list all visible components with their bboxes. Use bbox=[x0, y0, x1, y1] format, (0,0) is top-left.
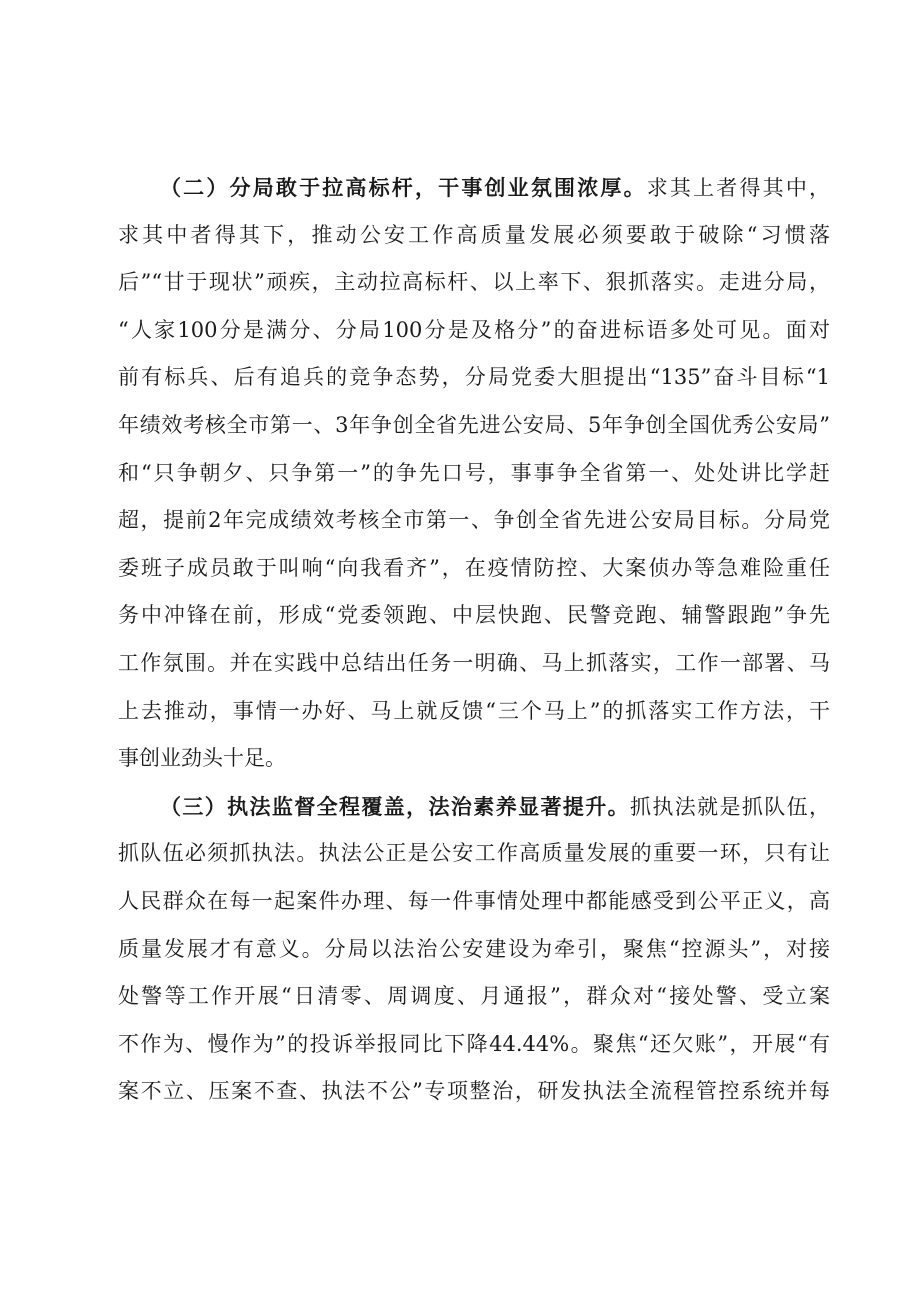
section-2-heading: （二）分局敢于拉高标杆，干事创业氛围浓厚。 bbox=[160, 175, 647, 200]
section-2-first-line bbox=[118, 164, 830, 212]
paragraph-line: 委班子成员敢于叫响“向我看齐”，在疫情防控、大案侦办等急难险重任 bbox=[118, 555, 830, 580]
paragraph-line: 质量发展才有意义。分局以法治公安建设为牵引，聚焦“控源头”，对接 bbox=[118, 936, 830, 961]
paragraph-line: 案不立、压案不查、执法不公”专项整治，研发执法全流程管控系统并每 bbox=[118, 1079, 830, 1104]
paragraph-line: 和“只争朝夕、只争第一”的争先口号，事事争全省第一、处处讲比学赶 bbox=[118, 460, 830, 485]
paragraph-line: 处警等工作开展“日清零、周调度、月通报”，群众对“接处警、受立案 bbox=[118, 984, 830, 1009]
paragraph-line: 上去推动，事情一办好、马上就反馈“三个马上”的抓落实工作方法，干 bbox=[118, 698, 830, 723]
paragraph-line: 抓队伍必须抓执法。执法公正是公安工作高质量发展的重要一环，只有让 bbox=[118, 841, 830, 866]
document-body bbox=[118, 164, 830, 1116]
section-3-first-line bbox=[118, 783, 830, 831]
paragraph-line: 不作为、慢作为”的投诉举报同比下降44.44%。聚焦“还欠账”，开展“有 bbox=[118, 1031, 830, 1056]
section-2-lead: 求其上者得其中， bbox=[646, 176, 830, 200]
paragraph-line: 后”“甘于现状”顽疾，主动拉高标杆、以上率下、狠抓落实。走进分局， bbox=[118, 270, 830, 295]
paragraph-line: 求其中者得其下，推动公安工作高质量发展必须要敢于破除“习惯落 bbox=[118, 222, 830, 247]
paragraph-line: 超，提前2年完成绩效考核全市第一、争创全省先进公安局目标。分局党 bbox=[118, 508, 830, 533]
paragraph-line: 工作氛围。并在实践中总结出任务一明确、马上抓落实，工作一部署、马 bbox=[118, 650, 830, 675]
section-3-lead: 抓执法就是抓队伍， bbox=[629, 794, 830, 819]
paragraph-line: 前有标兵、后有追兵的竞争态势，分局党委大胆提出“135”奋斗目标“1 bbox=[118, 365, 830, 390]
paragraph-line: 人民群众在每一起案件办理、每一件事情处理中都能感受到公平正义，高 bbox=[118, 888, 830, 913]
section-3-heading: （三）执法监督全程覆盖，法治素养显著提升。 bbox=[160, 793, 630, 819]
paragraph-line: 务中冲锋在前，形成“党委领跑、中层快跑、民警竞跑、辅警跟跑”争先 bbox=[118, 603, 830, 628]
paragraph-line: 年绩效考核全市第一、3年争创全省先进公安局、5年争创全国优秀公安局” bbox=[118, 412, 830, 437]
paragraph-line: “人家100分是满分、分局100分是及格分”的奋进标语多处可见。面对 bbox=[118, 317, 830, 342]
paragraph-line: 事创业劲头十足。 bbox=[118, 746, 286, 771]
